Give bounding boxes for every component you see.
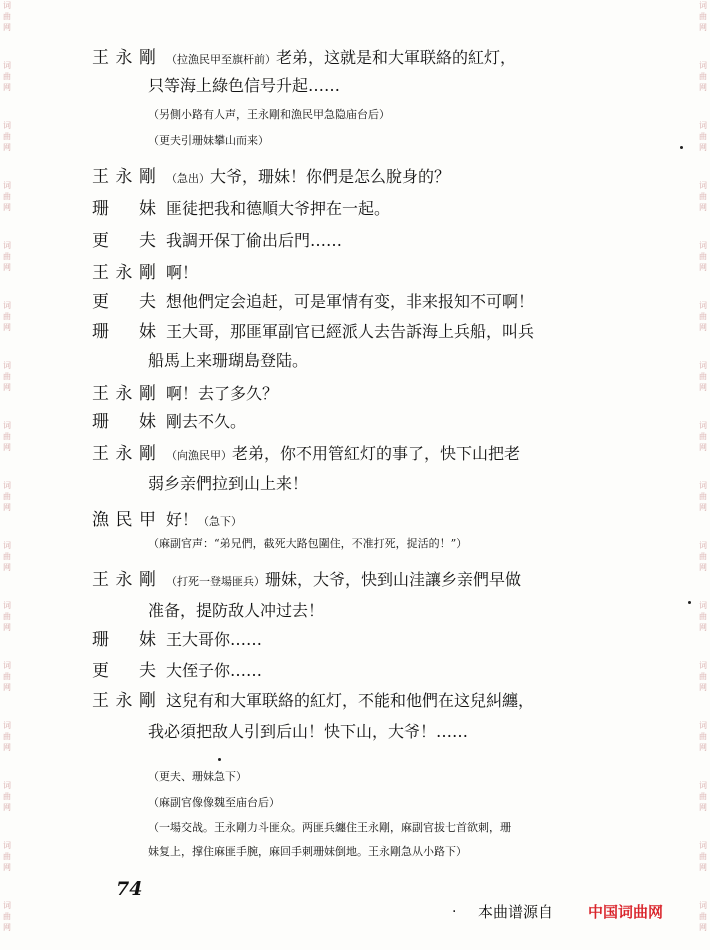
dialogue-line (0, 318, 710, 346)
speaker-char: 王 (92, 48, 109, 68)
dialogue-text: 啊！去了多久？ (166, 384, 279, 403)
watermark-mark: 词曲网 (3, 241, 11, 272)
dialogue-text: 大侄子你…… (166, 661, 263, 680)
scan-speck (680, 146, 683, 149)
dialogue-line (0, 195, 710, 223)
watermark-mark: 词曲网 (699, 301, 707, 332)
dialogue-continuation (0, 470, 710, 498)
speaker-char: 王 (92, 384, 109, 404)
dialogue-line (0, 506, 710, 534)
dialogue-text: 王大哥，那匪軍副官已經派人去告訴海上兵船，叫兵 (166, 322, 535, 341)
speaker-char: 珊 (92, 322, 109, 342)
dialogue-continuation (0, 72, 710, 100)
dialogue-text: 船馬上来珊瑚島登陆。 (148, 351, 309, 370)
speaker-char: 夫 (139, 231, 156, 251)
scan-speck (688, 601, 691, 604)
speaker-char: 剛 (139, 167, 156, 187)
speaker-char: 永 (115, 444, 133, 464)
dialogue-line (0, 288, 710, 316)
speaker-name (92, 657, 156, 685)
speaker-name (92, 318, 156, 346)
dialogue-line (0, 657, 710, 685)
speaker-char: 妹 (139, 630, 156, 650)
watermark-mark: 词曲网 (3, 841, 11, 872)
watermark-mark: 词曲网 (3, 721, 11, 752)
speaker-char: 剛 (139, 444, 156, 464)
dialogue-text: 老弟，你不用管紅灯的事了，快下山把老 (232, 444, 521, 463)
speaker-char: 珊 (92, 630, 109, 650)
speaker-name (92, 44, 156, 72)
speaker-char: 民 (115, 510, 133, 530)
footer-source-text: 本曲谱源自 (478, 903, 554, 921)
stage-direction: （更夫、珊妹急下） (148, 770, 247, 783)
speaker-char: 珊 (92, 199, 109, 219)
speaker-char: 更 (92, 231, 109, 251)
dialogue-text: 好！ (166, 510, 199, 529)
speaker-char: 更 (92, 661, 109, 681)
watermark-mark: 词曲网 (3, 301, 11, 332)
speaker-name (92, 566, 156, 594)
watermark-mark: 词曲网 (3, 661, 11, 692)
speaker-name (92, 506, 156, 534)
inline-direction: （向漁民甲） (166, 449, 232, 462)
speaker-char: 剛 (139, 384, 156, 404)
watermark-mark: 词曲网 (699, 121, 707, 152)
watermark-mark: 词曲网 (3, 421, 11, 452)
inline-direction: （急出） (166, 172, 210, 185)
speaker-char: 王 (92, 691, 109, 711)
dialogue-text: 啊！ (166, 263, 199, 282)
dialogue-text: 匪徒把我和德順大爷押在一起。 (166, 199, 391, 218)
speaker-name (92, 288, 156, 316)
speaker-char: 王 (92, 444, 109, 464)
watermark-mark: 词曲网 (699, 1, 707, 32)
watermark-mark: 词曲网 (3, 541, 11, 572)
dialogue-line (0, 408, 710, 436)
dialogue-line (0, 380, 710, 408)
dialogue-text: 老弟，这就是和大軍联絡的紅灯， (276, 48, 517, 67)
watermark-mark: 词曲网 (3, 481, 11, 512)
dialogue-text: 我必須把敌人引到后山！快下山，大爷！…… (148, 722, 469, 741)
inline-direction: （打死一登場匪兵） (166, 575, 265, 588)
speaker-char: 剛 (139, 691, 156, 711)
watermark-mark: 词曲网 (699, 781, 707, 812)
dialogue-text: 我調开保丁偷出后門…… (166, 231, 343, 250)
speaker-char: 永 (115, 570, 133, 590)
speaker-char: 妹 (139, 199, 156, 219)
watermark-mark: 词曲网 (699, 241, 707, 272)
speaker-char: 永 (115, 263, 133, 283)
speaker-name (92, 626, 156, 654)
dialogue-continuation (0, 718, 710, 746)
speaker-char: 剛 (139, 570, 156, 590)
dialogue-text: 弱乡亲們拉到山上来！ (148, 474, 309, 493)
inline-direction: （拉漁民甲至旗杆前） (166, 53, 276, 66)
scan-speck (218, 758, 221, 761)
watermark-mark: 词曲网 (699, 601, 707, 632)
watermark-mark: 词曲网 (3, 1, 11, 32)
speaker-char: 剛 (139, 263, 156, 283)
speaker-char: 永 (115, 691, 133, 711)
dialogue-text: 这兒有和大軍联絡的紅灯，不能和他們在这兒糾纏， (166, 691, 535, 710)
dialogue-line (0, 259, 710, 287)
dialogue-text: 大爷，珊妹！你們是怎么脫身的？ (210, 167, 451, 186)
dialogue-text: 只等海上綠色信号升起…… (148, 76, 341, 95)
watermark-mark: 词曲网 (699, 181, 707, 212)
watermark-mark: 词曲网 (699, 61, 707, 92)
watermark-mark: 词曲网 (699, 901, 707, 932)
speaker-name (92, 440, 156, 468)
watermark-mark: 词曲网 (3, 121, 11, 152)
dialogue-continuation (0, 347, 710, 375)
speaker-char: 永 (115, 48, 133, 68)
inline-direction: （急下） (198, 515, 243, 528)
speaker-char: 甲 (139, 510, 156, 530)
watermark-mark: 词曲网 (3, 901, 11, 932)
speaker-char: 王 (92, 167, 109, 187)
speaker-char: 妹 (139, 412, 156, 432)
stage-direction: （更夫引珊妹攀山而来） (148, 134, 269, 147)
speaker-name (92, 227, 156, 255)
watermark-mark: 词曲网 (3, 601, 11, 632)
speaker-char: 王 (92, 570, 109, 590)
speaker-char: 剛 (139, 48, 156, 68)
stage-direction: （一場交战。王永剛力斗匪众。两匪兵纏住王永剛，麻副官拔七首欲刺，珊 (148, 821, 511, 834)
watermark-mark: 词曲网 (699, 361, 707, 392)
speaker-char: 永 (115, 384, 133, 404)
watermark-mark: 词曲网 (699, 481, 707, 512)
stage-direction: 妹复上，撑住麻匪手腕，麻回手刺珊妹倒地。王永剛急从小路下） (148, 845, 467, 858)
dialogue-line (0, 687, 710, 715)
speaker-char: 更 (92, 292, 109, 312)
watermark-mark: 词曲网 (699, 661, 707, 692)
dialogue-text: 准备，提防敌人冲过去！ (148, 601, 325, 620)
speaker-name (92, 687, 156, 715)
watermark-mark: 词曲网 (3, 781, 11, 812)
dialogue-line (0, 44, 710, 72)
dialogue-text: 珊妹，大爷，快到山洼讓乡亲們早做 (265, 570, 522, 589)
speaker-char: 珊 (92, 412, 109, 432)
stage-direction: （麻副官声：“弟兄們，截死大路包圍住，不准打死，捉活的！”） (148, 537, 468, 550)
speaker-char: 漁 (92, 510, 109, 530)
dialogue-continuation (0, 597, 710, 625)
speaker-name (92, 163, 156, 191)
dialogue-text: 王大哥你…… (166, 630, 263, 649)
speaker-name (92, 259, 156, 287)
dialogue-line (0, 566, 710, 594)
watermark-mark: 词曲网 (3, 181, 11, 212)
speaker-char: 妹 (139, 322, 156, 342)
dialogue-line (0, 163, 710, 191)
dialogue-text: 想他們定会追赶，可是軍情有变，非来报知不可啊！ (166, 292, 535, 311)
speaker-char: 王 (92, 263, 109, 283)
speaker-name (92, 380, 156, 408)
speaker-char: 永 (115, 167, 133, 187)
dialogue-line (0, 626, 710, 654)
watermark-mark: 词曲网 (699, 841, 707, 872)
watermark-mark: 词曲网 (3, 61, 11, 92)
stage-direction: （麻副官像像魏至庙台后） (148, 796, 280, 809)
speaker-name (92, 195, 156, 223)
page-number: 74 (116, 878, 143, 900)
footer-dot: · (452, 904, 457, 920)
speaker-char: 夫 (139, 661, 156, 681)
footer-brand-link[interactable]: 中国词曲网 (588, 903, 664, 921)
speaker-name (92, 408, 156, 436)
dialogue-text: 剛去不久。 (166, 412, 247, 431)
watermark-mark: 词曲网 (699, 541, 707, 572)
watermark-mark: 词曲网 (3, 361, 11, 392)
speaker-char: 夫 (139, 292, 156, 312)
watermark-mark: 词曲网 (699, 721, 707, 752)
stage-direction: （另側小路有人声，王永剛和漁民甲急隐庙台后） (148, 108, 390, 121)
watermark-mark: 词曲网 (699, 421, 707, 452)
dialogue-line (0, 440, 710, 468)
dialogue-line (0, 227, 710, 255)
